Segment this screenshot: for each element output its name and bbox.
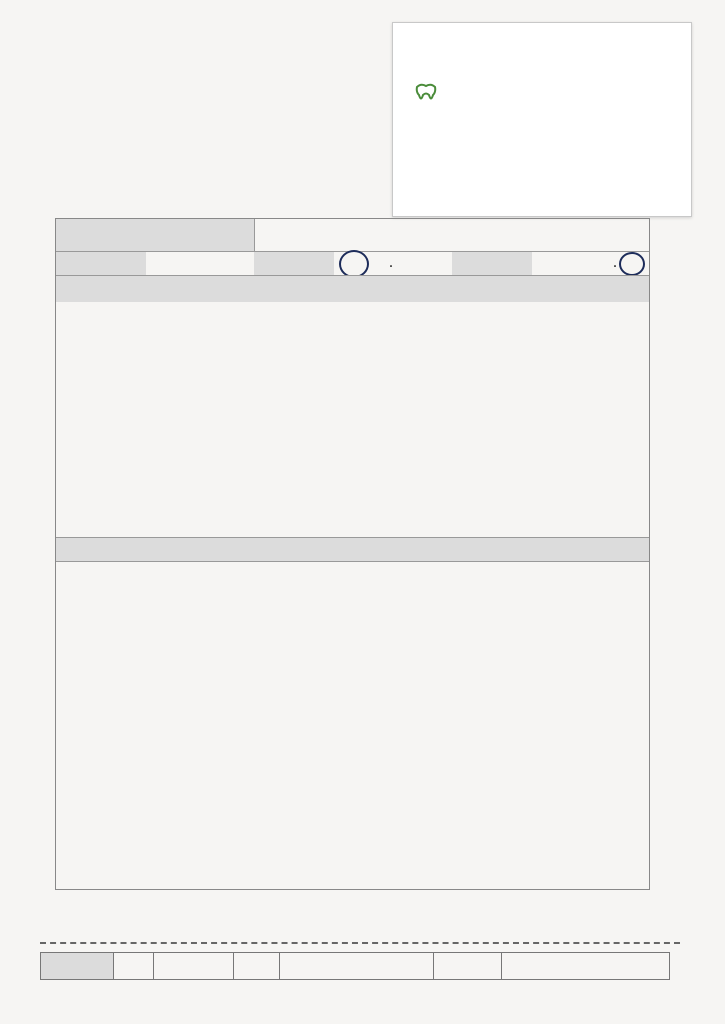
staff-footer [40,952,670,980]
age-circle [619,252,645,276]
salon-logo [415,81,443,107]
visit-label [56,252,146,276]
visit-row: ・ ・ [56,251,649,276]
gender-circle [339,250,369,278]
age-label [452,252,532,276]
opinion-header-row [56,537,649,562]
nickname-label-cell [56,219,254,251]
cut-line [40,942,680,944]
gender-label [254,252,334,276]
point-card [392,22,692,217]
survey-form [55,218,650,890]
instruction-row [56,275,649,302]
staff-label [41,953,113,979]
tooth-icon [415,83,437,103]
